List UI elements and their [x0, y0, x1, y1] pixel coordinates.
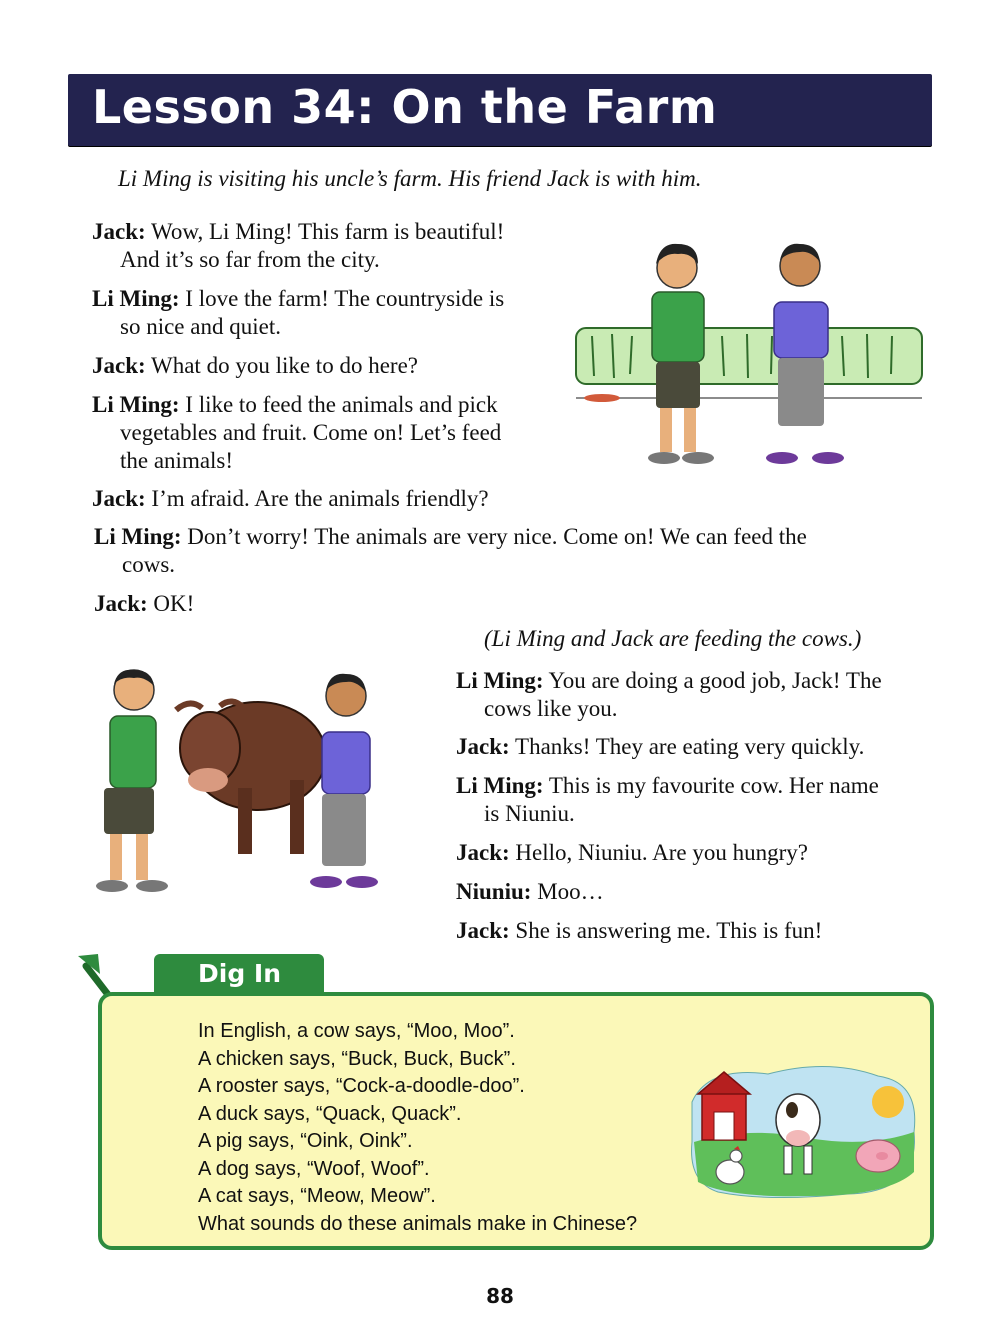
lesson-title-banner — [68, 74, 932, 146]
dialogue-line — [456, 772, 879, 828]
speaker: Jack: — [92, 219, 146, 244]
dig-in-line: A rooster says, “Cock-a-doodle-doo”. — [198, 1075, 525, 1097]
speaker: Jack: — [92, 486, 146, 511]
dialogue-line — [456, 917, 822, 945]
line-text: so nice and quiet. — [120, 314, 281, 339]
speaker: Jack: — [92, 353, 146, 378]
speaker: Jack: — [456, 918, 510, 943]
line-text: OK! — [153, 591, 195, 616]
speaker: Jack: — [456, 734, 510, 759]
line-text: I love the farm! The countryside is — [185, 286, 505, 311]
line-text: I like to feed the animals and pick — [185, 392, 498, 417]
dig-in-tab — [154, 954, 324, 994]
feeding-cow-illustration — [90, 668, 380, 900]
line-text: Thanks! They are eating very quickly. — [515, 734, 865, 759]
dialogue-line — [92, 285, 504, 341]
dig-in-line: What sounds do these animals make in Chinese? — [198, 1212, 638, 1235]
dig-in-line: A cat says, “Meow, Meow”. — [198, 1185, 436, 1207]
line-text: And it’s so far from the city. — [120, 247, 380, 272]
line-text: Wow, Li Ming! This farm is beautiful! — [151, 219, 505, 244]
line-text: the animals! — [120, 448, 234, 473]
dig-in-line: In English, a cow says, “Moo, Moo”. — [198, 1020, 515, 1042]
boys-on-farm-illustration — [572, 236, 924, 476]
dialogue-line — [456, 733, 864, 761]
dig-in-line: A duck says, “Quack, Quack”. — [198, 1102, 462, 1125]
dig-in-title: Dig In — [198, 959, 282, 988]
speaker: Li Ming: — [92, 286, 180, 311]
line-text: vegetables and fruit. Come on! Let’s feed — [120, 420, 502, 445]
line-text: cows like you. — [484, 696, 618, 721]
stage-direction: (Li Ming and Jack are feeding the cows.) — [484, 626, 862, 651]
line-text: is Niuniu. — [484, 801, 575, 826]
speaker: Li Ming: — [456, 773, 544, 798]
line-text: Moo… — [537, 879, 604, 904]
line-text: cows. — [122, 552, 176, 577]
line-text: Hello, Niuniu. Are you hungry? — [515, 840, 808, 865]
dialogue-line — [456, 667, 882, 723]
dig-in-line: A dog says, “Woof, Woof”. — [198, 1157, 430, 1180]
speaker: Li Ming: — [456, 668, 544, 693]
farm-animals-illustration — [688, 1062, 920, 1202]
dialogue-line — [92, 352, 418, 380]
intro-text: Li Ming is visiting his uncle’s farm. His friend Jack is with him. — [118, 166, 702, 191]
dig-in-line: A chicken says, “Buck, Buck, Buck”. — [198, 1047, 516, 1070]
dialogue-line — [456, 839, 808, 867]
line-text: You are doing a good job, Jack! The — [548, 668, 882, 693]
speaker: Jack: — [456, 840, 510, 865]
dialogue-line — [92, 218, 504, 274]
dialogue-line — [92, 485, 489, 513]
page-number: 88 — [486, 1284, 514, 1308]
dig-in-line: A pig says, “Oink, Oink”. — [198, 1130, 413, 1152]
line-text: What do you like to do here? — [151, 353, 418, 378]
line-text: This is my favourite cow. Her name — [548, 773, 879, 798]
dialogue-line — [92, 391, 501, 475]
lesson-title: Lesson 34: On the Farm — [92, 80, 718, 134]
speaker: Li Ming: — [92, 392, 180, 417]
dialogue-line — [94, 523, 807, 579]
line-text: She is answering me. This is fun! — [515, 918, 823, 943]
speaker: Li Ming: — [94, 524, 182, 549]
speaker: Niuniu: — [456, 879, 532, 904]
dig-in-text — [198, 1018, 637, 1238]
dialogue-line — [456, 878, 604, 906]
speaker: Jack: — [94, 591, 148, 616]
line-text: I’m afraid. Are the animals friendly? — [151, 486, 489, 511]
dialogue-line — [94, 590, 194, 618]
line-text: Don’t worry! The animals are very nice. Come on! We can feed the — [187, 524, 807, 549]
